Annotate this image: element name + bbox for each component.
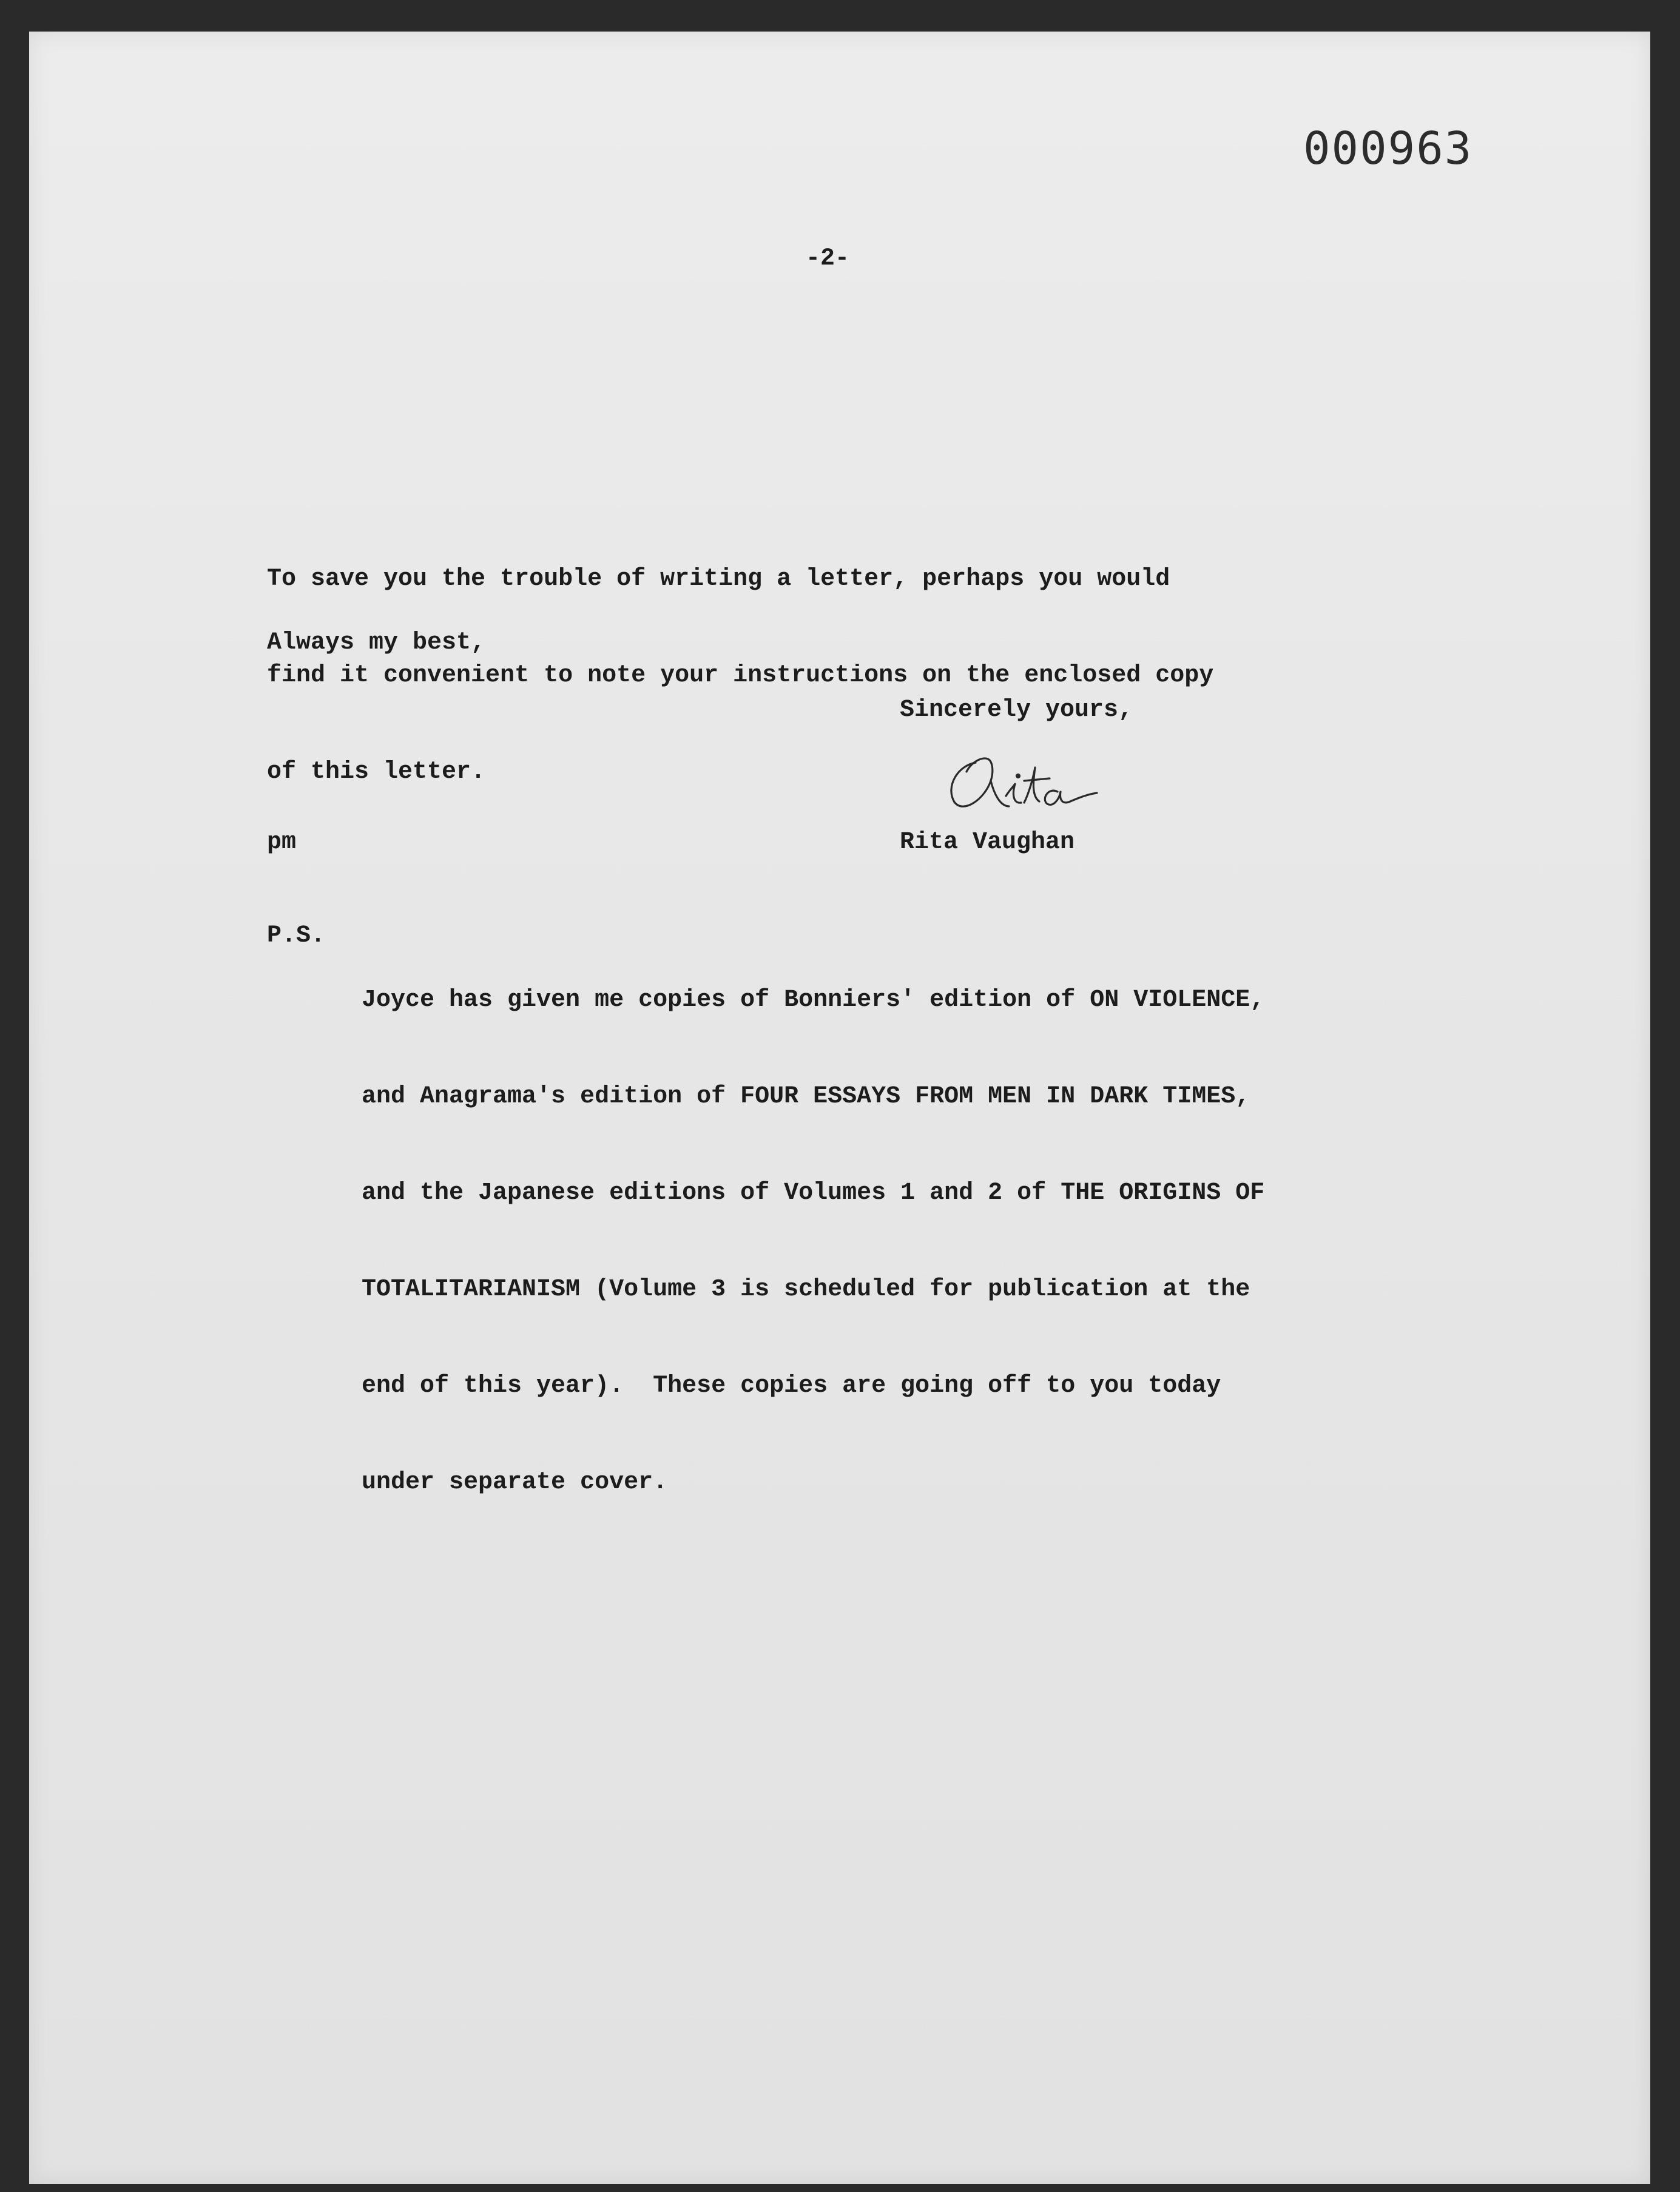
postscript-line: and the Japanese editions of Volumes 1 and 2 of THE ORIGINS OF (362, 1179, 1265, 1207)
body-line: find it convenient to note your instructions on the enclosed copy (267, 662, 1214, 689)
signer-name: Rita Vaughan (900, 829, 1075, 856)
typist-initials: pm (267, 829, 297, 856)
postscript-line: Joyce has given me copies of Bonniers' edition of ON VIOLENCE, (362, 986, 1265, 1014)
postscript-line: end of this year). These copies are going off to you today (362, 1372, 1221, 1400)
closing-line: Always my best, (267, 629, 486, 656)
postscript-label: P.S. (267, 922, 326, 949)
document-stamp-number: 000963 (1303, 123, 1473, 175)
valediction: Sincerely yours, (900, 696, 1133, 724)
postscript-line: and Anagrama's edition of FOUR ESSAYS FROM MEN IN DARK TIMES, (362, 1083, 1250, 1110)
handwritten-signature (933, 738, 1115, 823)
letter-page (29, 32, 1650, 2184)
body-line: To save you the trouble of writing a letter, perhaps you would (267, 565, 1170, 593)
page-number: -2- (806, 245, 850, 272)
body-line: of this letter. (267, 758, 486, 786)
postscript-line: under separate cover. (362, 1469, 668, 1496)
postscript-body (362, 920, 1264, 1563)
postscript-line: TOTALITARIANISM (Volume 3 is scheduled for publication at the (362, 1276, 1250, 1303)
